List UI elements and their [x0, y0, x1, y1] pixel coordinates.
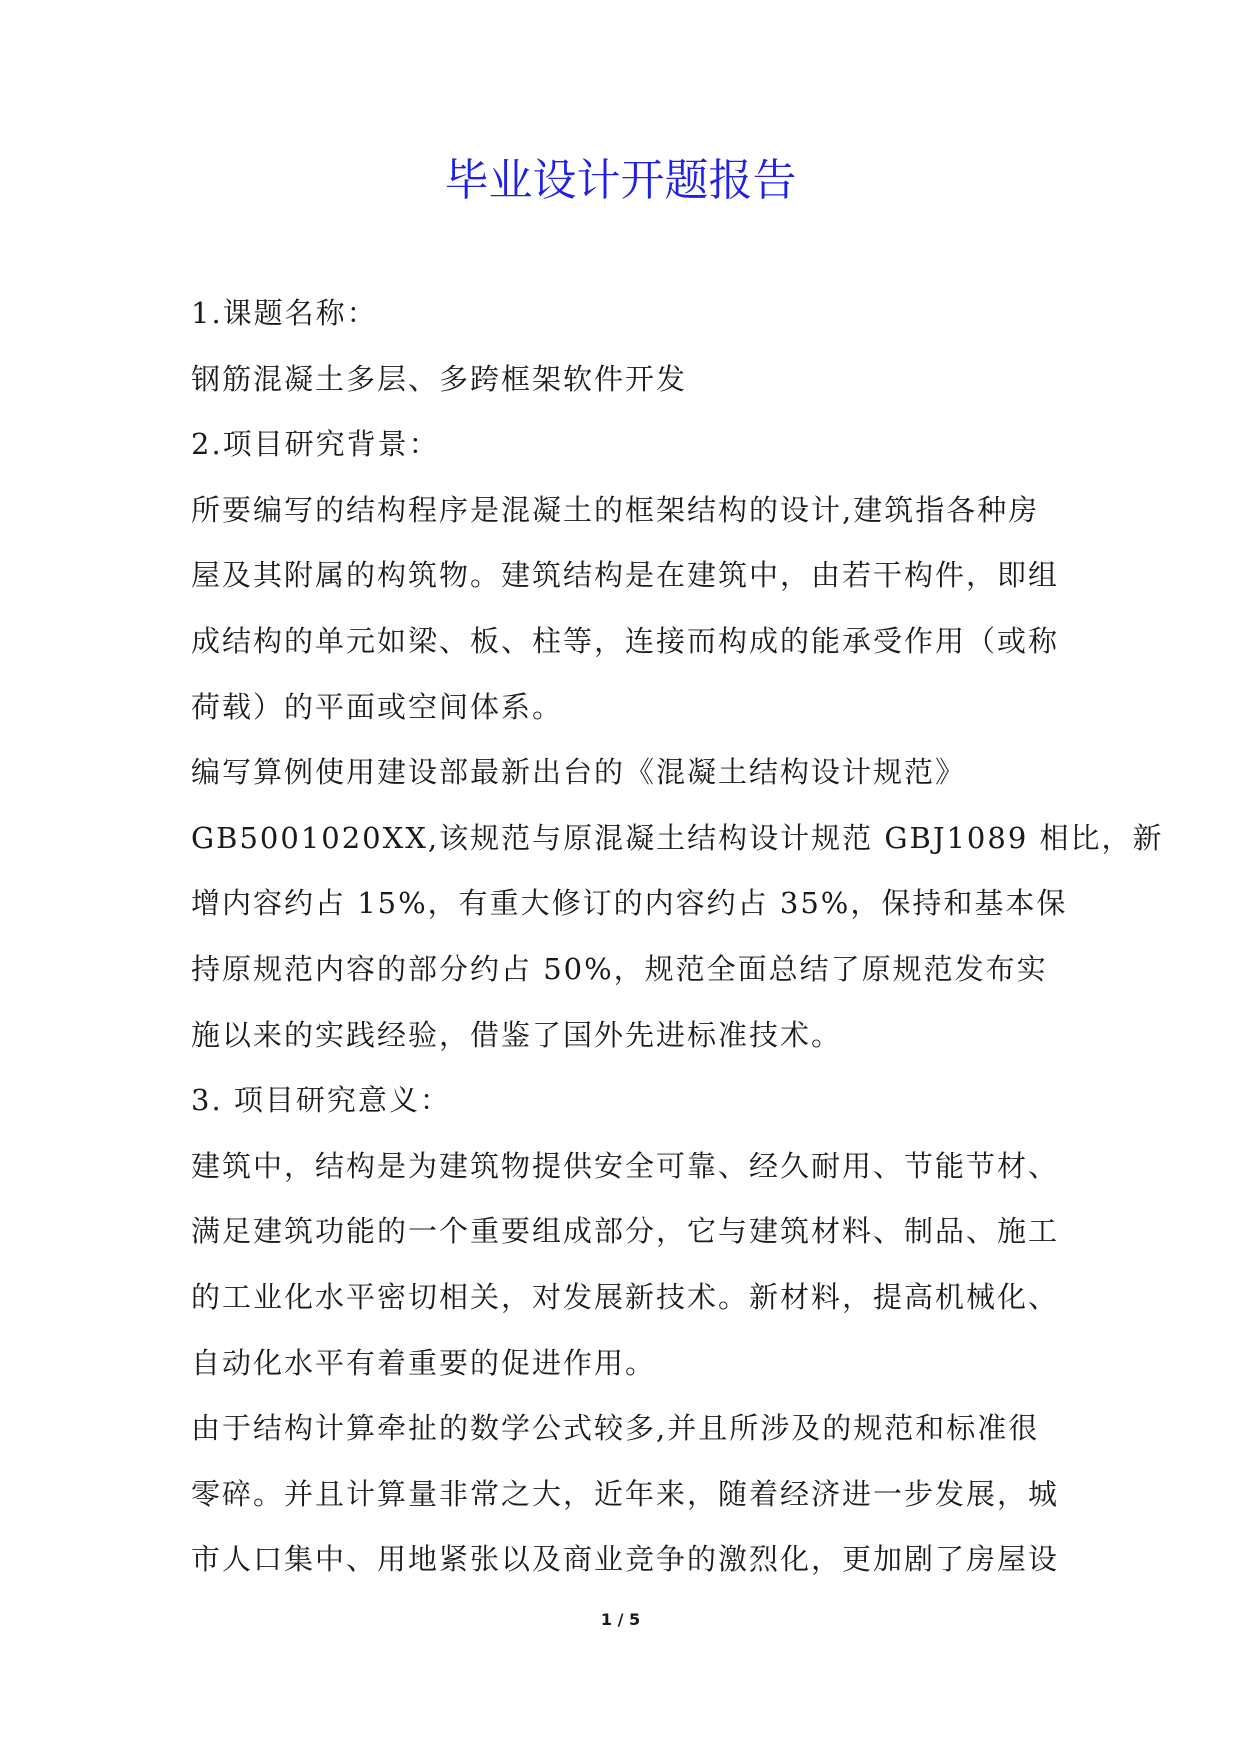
- text-line: 3. 项目研究意义：: [191, 1083, 451, 1118]
- text-line: GB5001020XX,该规范与原混凝土结构设计规范 GBJ1089 相比，新: [191, 820, 1164, 855]
- text-line: 满足建筑功能的一个重要组成部分，它与建筑材料、制品、施工: [191, 1214, 1060, 1249]
- text-line: 屋及其附属的构筑物。建筑结构是在建筑中，由若干构件，即组: [191, 558, 1060, 593]
- text-line: 建筑中，结构是为建筑物提供安全可靠、经久耐用、节能节材、: [191, 1148, 1060, 1183]
- text-line: 2.项目研究背景：: [191, 427, 440, 462]
- text-line: 增内容约占 15%，有重大修订的内容约占 35%，保持和基本保: [191, 886, 1068, 921]
- text-line: 荷载）的平面或空间体系。: [191, 689, 564, 724]
- text-line: 施以来的实践经验，借鉴了国外先进标准技术。: [191, 1017, 843, 1052]
- text-line: 零碎。并且计算量非常之大，近年来，随着经济进一步发展，城: [191, 1476, 1060, 1511]
- document-body: [191, 288, 1164, 1600]
- text-line: 成结构的单元如梁、板、柱等，连接而构成的能承受作用（或称: [191, 623, 1060, 658]
- text-line: 持原规范内容的部分约占 50%，规范全面总结了原规范发布实: [191, 951, 1048, 986]
- text-line: 所要编写的结构程序是混凝土的框架结构的设计,建筑指各种房: [191, 492, 1040, 527]
- page-number: 1 / 5: [600, 1610, 641, 1629]
- text-line: 钢筋混凝土多层、多跨框架软件开发: [191, 361, 688, 396]
- text-line: 编写算例使用建设部最新出台的《混凝土结构设计规范》: [191, 755, 967, 790]
- page-title: 毕业设计开题报告: [444, 155, 797, 206]
- text-line: 市人口集中、用地紧张以及商业竞争的激烈化，更加剧了房屋设: [191, 1542, 1060, 1577]
- text-line: 由于结构计算牵扯的数学公式较多,并且所涉及的规范和标准很: [191, 1411, 1040, 1446]
- text-line: 1.课题名称：: [191, 296, 378, 330]
- text-line: 自动化水平有着重要的促进作用。: [191, 1345, 657, 1380]
- text-line: 的工业化水平密切相关，对发展新技术。新材料，提高机械化、: [191, 1279, 1060, 1314]
